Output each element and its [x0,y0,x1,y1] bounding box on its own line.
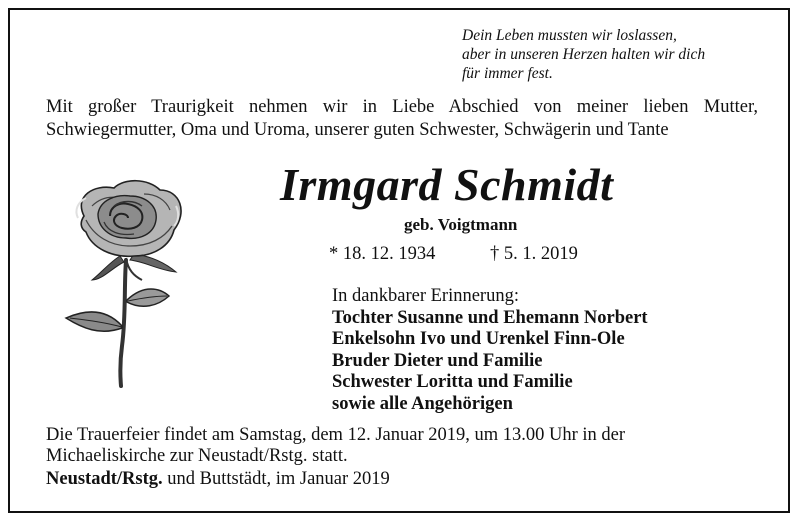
ceremony-info [46,425,625,467]
intro-line: Mit großer Traurigkeit nehmen wir in Liebe Abschied von meiner lieben Mutter, [46,97,758,117]
mourner-line: Tochter Susanne und Ehemann Norbert [332,307,648,328]
mourner-line: sowie alle Angehörigen [332,393,513,414]
quote-line: Dein Leben mussten wir loslassen, [462,27,677,44]
memorial-quote [462,26,782,83]
mourners-list [332,286,648,415]
deceased-name: Irmgard Schmidt [280,159,614,210]
rose-icon [64,176,194,391]
birth-name: geb. Voigtmann [404,215,518,234]
mourner-line: Enkelsohn Ivo und Urenkel Finn-Ole [332,329,625,349]
intro-line: Schwiegermutter, Oma und Uroma, unserer guten Schwester, Schwägerin und Tante [46,120,669,140]
place-name: Neustadt/Rstg. [46,469,163,489]
mourner-line: Schwester Loritta und Familie [332,372,573,392]
mourners-heading: In dankbarer Erinnerung: [332,286,519,306]
ceremony-line: Michaeliskirche zur Neustadt/Rstg. statt. [46,446,348,466]
quote-line: für immer fest. [462,65,553,82]
life-dates [329,244,578,265]
birth-date: * 18. 12. 1934 [329,244,436,264]
place-rest: und Buttstädt, im Januar 2019 [162,469,390,489]
mourner-line: Bruder Dieter und Familie [332,350,543,371]
intro-text [46,96,758,142]
quote-line: aber in unseren Herzen halten wir dich [462,46,706,63]
place-and-date [46,469,390,490]
death-date: † 5. 1. 2019 [490,244,578,264]
ceremony-line: Die Trauerfeier findet am Samstag, dem 12. Januar 2019, um 13.00 Uhr in der [46,425,626,445]
